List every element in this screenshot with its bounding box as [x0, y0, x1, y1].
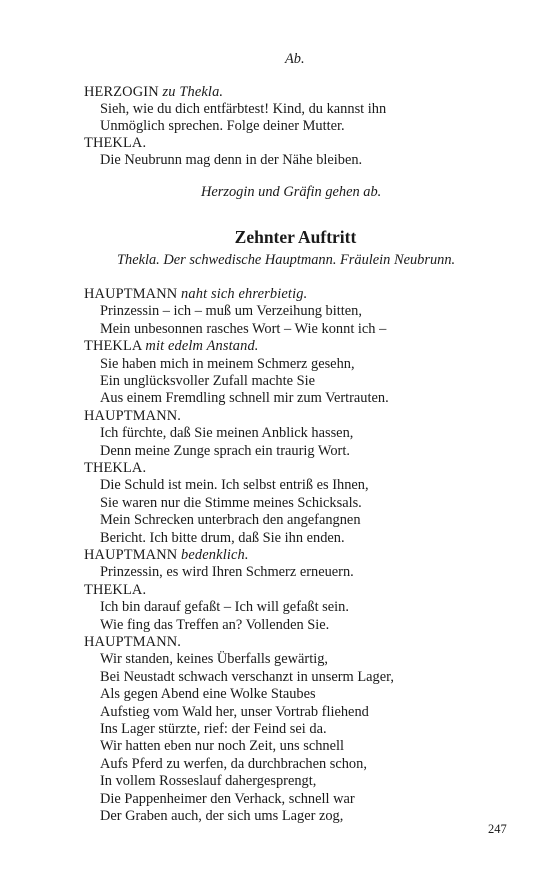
verse-line: Wie fing das Treffen an? Vollenden Sie.	[100, 616, 330, 633]
stage-direction: bedenklich.	[181, 547, 249, 563]
speaker-line	[84, 408, 181, 425]
stage-direction: mit edelm Anstand.	[145, 338, 259, 355]
verse-line: Bericht. Ich bitte drum, daß Sie ihn enden.	[100, 529, 345, 546]
scene-cast: Thekla. Der schwedische Hauptmann. Fräulein Neubrunn.	[117, 252, 456, 268]
verse-line: Wir standen, keines Überfalls gewärtig,	[100, 651, 328, 668]
verse-line: Die Neubrunn mag denn in der Nähe bleiben.	[100, 152, 363, 168]
verse-line: Bei Neustadt schwach verschanzt in unserm Lager,	[100, 668, 394, 685]
speaker-line	[84, 286, 307, 303]
verse-line: In vollem Rosseslauf dahergesprengt,	[100, 773, 317, 790]
verse-line: Sie waren nur die Stimme meines Schicksals.	[100, 494, 362, 511]
stage-direction-exit: Ab.	[285, 51, 305, 67]
verse-line: Wir hatten eben nur noch Zeit, uns schnell	[100, 738, 344, 755]
speaker-line	[84, 84, 223, 101]
verse-line: Ins Lager stürzte, rief: der Feind sei da.	[100, 721, 327, 737]
verse-line: Unmöglich sprechen. Folge deiner Mutter.	[100, 118, 345, 134]
verse-line: Mein unbesonnen rasches Wort – Wie konnt ich –	[100, 320, 387, 337]
verse-line: Aufstieg vom Wald her, unser Vortrab fliehend	[100, 703, 369, 720]
stage-direction: naht sich ehrerbietig.	[181, 286, 308, 302]
stage-direction: zu Thekla.	[162, 84, 224, 100]
speaker-name: HAUPTMANN.	[84, 407, 182, 424]
speaker-line	[84, 547, 249, 564]
speaker-name: HAUPTMANN	[84, 547, 178, 563]
verse-line: Ein unglücksvoller Zufall machte Sie	[100, 373, 316, 389]
speaker-line	[84, 634, 181, 651]
verse-line: Denn meine Zunge sprach ein traurig Wort.	[100, 442, 350, 459]
speaker-line	[84, 135, 146, 152]
speaker-line	[84, 582, 146, 599]
verse-line: Mein Schrecken unterbrach den angefangnen	[100, 512, 361, 529]
verse-line: Prinzessin – ich – muß um Verzeihung bitten,	[100, 303, 362, 320]
verse-line: Der Graben auch, der sich ums Lager zog,	[100, 808, 344, 824]
verse-line: Sieh, wie du dich entfärbtest! Kind, du kannst ihn	[100, 101, 387, 117]
speaker-name: THEKLA.	[84, 460, 147, 476]
speaker-name: HAUPTMANN.	[84, 634, 182, 650]
speaker-name: THEKLA.	[84, 581, 147, 598]
verse-line: Sie haben mich in meinem Schmerz gesehn,	[100, 355, 355, 372]
verse-line: Als gegen Abend eine Wolke Staubes	[100, 686, 316, 703]
scene-title: Zehnter Auftritt	[234, 227, 357, 247]
verse-line: Ich bin darauf gefaßt – Ich will gefaßt sein.	[100, 599, 349, 616]
stage-direction-exit-duchess: Herzogin und Gräfin gehen ab.	[201, 184, 382, 200]
speaker-line	[84, 460, 146, 477]
speaker-line	[84, 338, 259, 355]
verse-line: Die Schuld ist mein. Ich selbst entriß es Ihnen,	[100, 477, 369, 494]
verse-line: Aus einem Fremdling schnell mir zum Vertrauten.	[100, 390, 389, 407]
verse-line: Die Pappenheimer den Verhack, schnell war	[100, 790, 355, 807]
speaker-name: HERZOGIN	[84, 84, 159, 100]
speaker-name: THEKLA	[84, 338, 142, 355]
verse-line: Prinzessin, es wird Ihren Schmerz erneuern.	[100, 564, 354, 581]
verse-line: Ich fürchte, daß Sie meinen Anblick hassen,	[100, 425, 354, 442]
speaker-name: THEKLA.	[84, 135, 147, 151]
verse-line: Aufs Pferd zu werfen, da durchbrachen schon,	[100, 755, 367, 772]
speaker-name: HAUPTMANN	[84, 286, 178, 302]
page-number: 247	[488, 822, 507, 836]
